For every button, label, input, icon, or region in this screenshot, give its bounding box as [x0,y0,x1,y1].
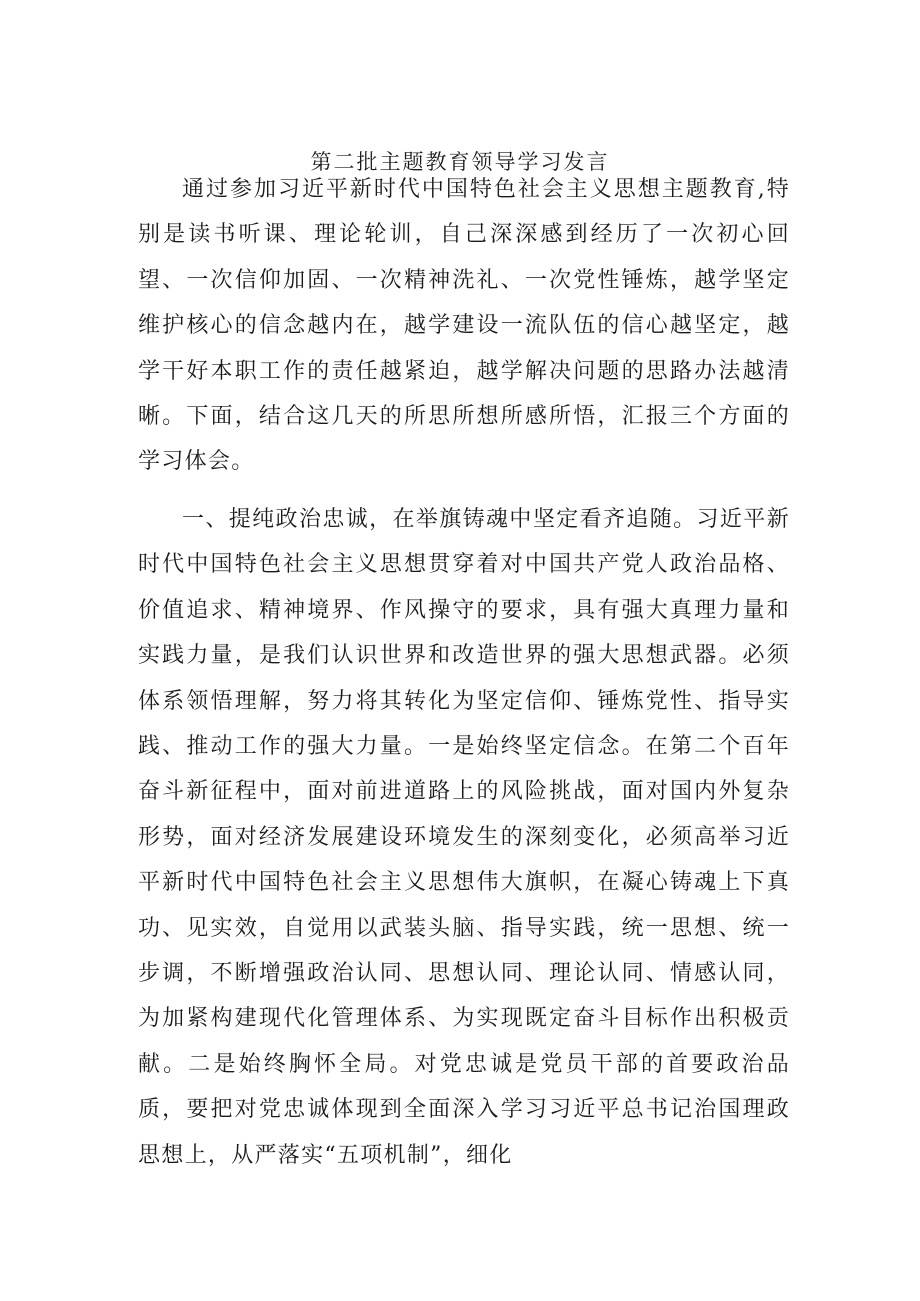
document-title: 第二批主题教育领导学习发言 [310,150,610,174]
paragraph-intro: 通过参加习近平新时代中国特色社会主义思想主题教育,特别是读书听课、理论轮训，自己深深感到经历了一次初心回望、一次信仰加固、一次精神洗礼、一次党性锤炼，越学坚定维护核心的信念越内在，越学建设一流队伍的信心越坚定，越学干好本职工作的责任越紧迫，越学解决问题的思路办法越清晰。下面，结合这几天的所思所想所感所悟，汇报三个方面的学习体会。 [138,177,790,475]
paragraph-section-one: 一、提纯政治忠诚，在举旗铸魂中坚定看齐追随。习近平新时代中国特色社会主义思想贯穿着对中国共产党人政治品格、价值追求、精神境界、作风操守的要求，具有强大真理力量和实践力量，是我们认识世界和改造世界的强大思想武器。必须体系领悟理解，努力将其转化为坚定信仰、锤炼党性、指导实践、推动工作的强大力量。一是始终坚定信念。在第二个百年奋斗新征程中，面对前进道路上的风险挑战，面对国内外复杂形势，面对经济发展建设环境发生的深刻变化，必须高举习近平新时代中国特色社会主义思想伟大旗帜，在凝心铸魂上下真功、见实效，自觉用以武装头脑、指导实践，统一思想、统一步调，不断增强政治认同、思想认同、理论认同、情感认同，为加紧构建现代化管理体系、为实现既定奋斗目标作出积极贡献。二是始终胸怀全局。对党忠诚是党员干部的首要政治品质，要把对党忠诚体现到全面深入学习习近平总书记治国理政思想上，从严落实“五项机制”，细化 [138,507,790,1168]
